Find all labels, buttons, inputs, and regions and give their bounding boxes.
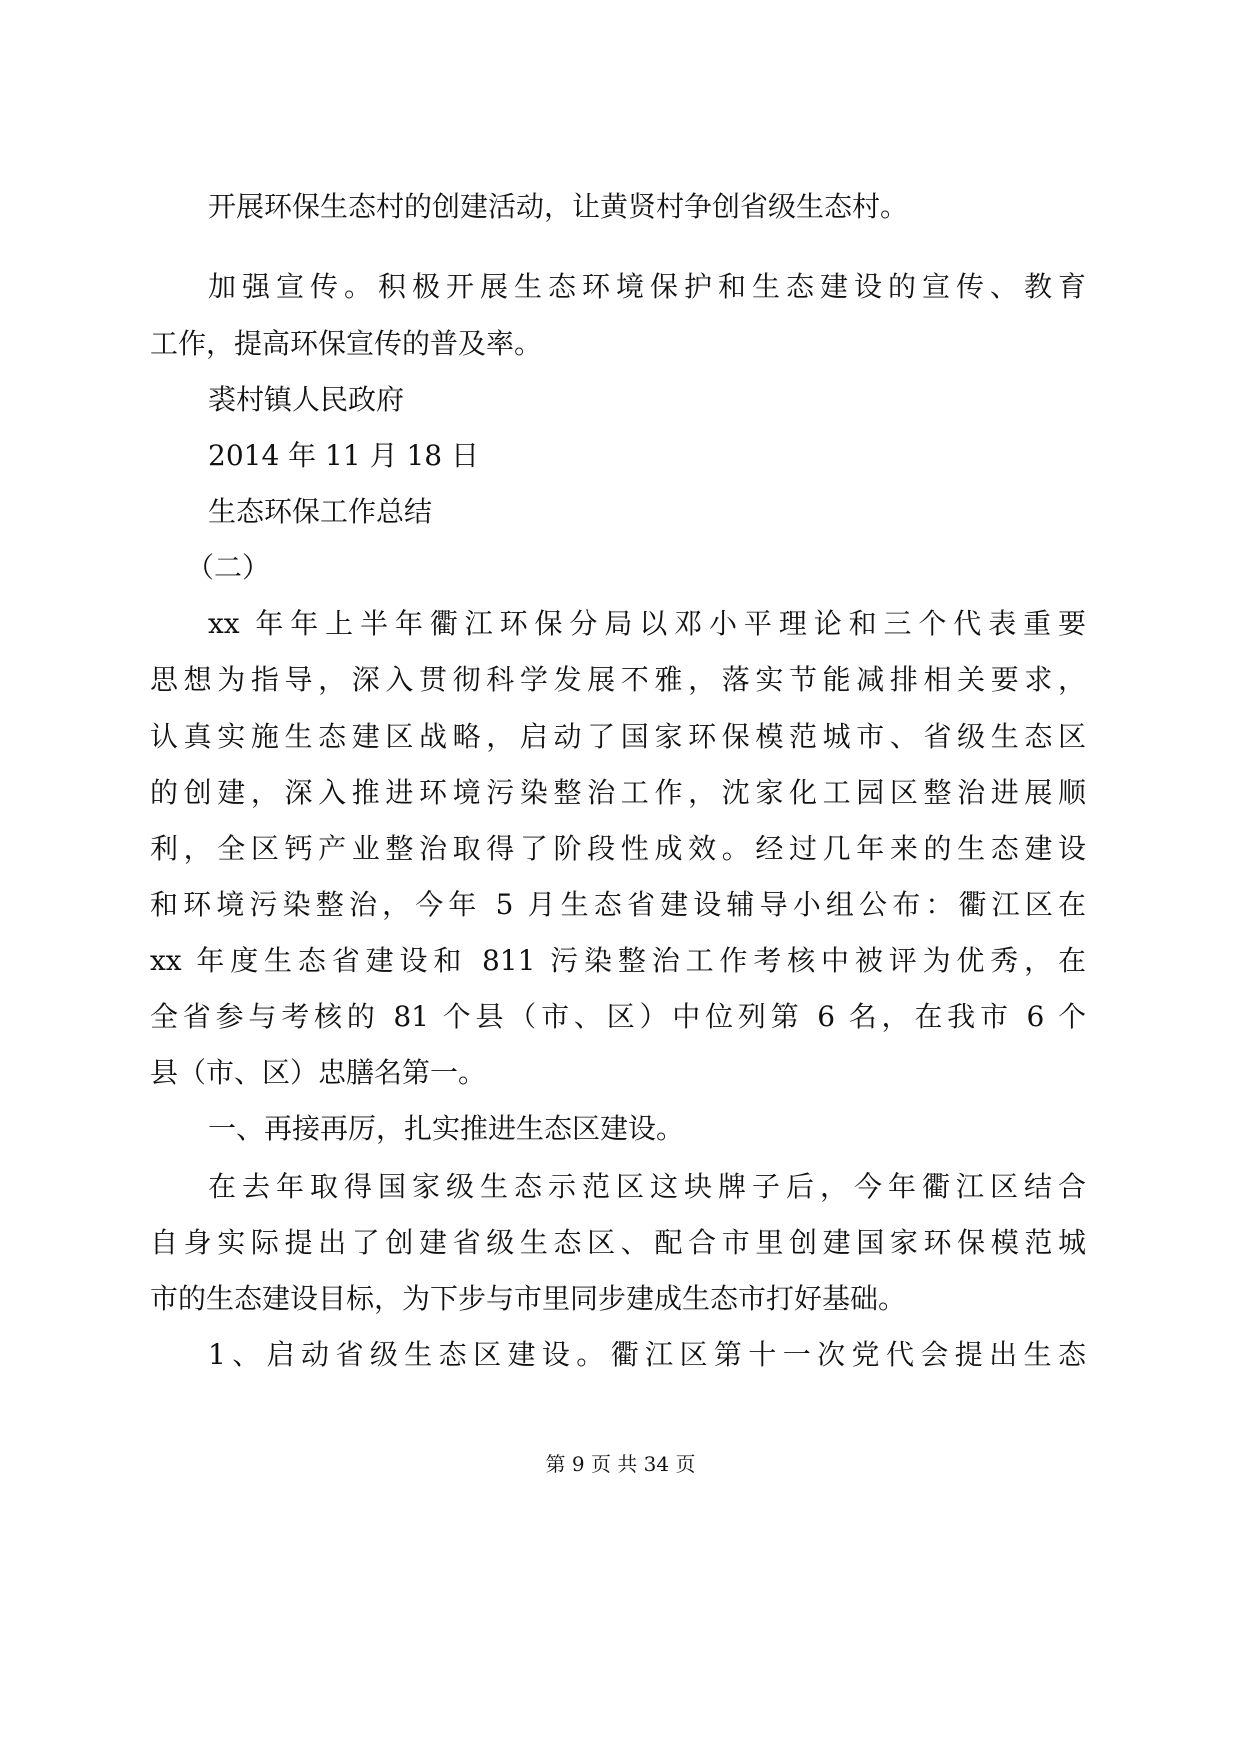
text-line: 加强宣传。积极开展生态环境保护和生态建设的宣传、教育 xyxy=(208,270,1086,303)
text-line: 在去年取得国家级生态示范区这块牌子后，今年衢江区结合 xyxy=(208,1170,1086,1203)
text-line: xx 年度生态省建设和 811 污染整治工作考核中被评为优秀，在 xyxy=(150,944,1086,977)
text-line: 工作，提高环保宣传的普及率。 xyxy=(150,327,543,360)
text-line: 市的生态建设目标，为下步与市里同步建成生态市打好基础。 xyxy=(150,1282,907,1315)
text-line: 思想为指导，深入贯彻科学发展不雅，落实节能减排相关要求， xyxy=(150,663,1086,696)
signature-org: 裘村镇人民政府 xyxy=(208,383,405,416)
heading-line: 一、再接再厉，扎实推进生态区建设。 xyxy=(208,1112,685,1145)
text-line: 1、启动省级生态区建设。衢江区第十一次党代会提出生态 xyxy=(208,1338,1086,1371)
text-line: 自身实际提出了创建省级生态区、配合市里创建国家环保模范城 xyxy=(150,1226,1086,1259)
text-line: 县（市、区）忠膳名第一。 xyxy=(150,1056,487,1089)
text-line: 全省参与考核的 81 个县（市、区）中位列第 6 名，在我市 6 个 xyxy=(150,1000,1086,1033)
text-line: 开展环保生态村的创建活动，让黄贤村争创省级生态村。 xyxy=(208,190,909,223)
section-subtitle: （二） xyxy=(186,551,271,584)
text-line: 利，全区钙产业整治取得了阶段性成效。经过几年来的生态建设 xyxy=(150,832,1086,865)
section-title: 生态环保工作总结 xyxy=(208,495,433,528)
page-footer: 第 9 页 共 34 页 xyxy=(545,1452,696,1476)
text-line: 的创建，深入推进环境污染整治工作，沈家化工园区整治进展顺 xyxy=(150,776,1086,809)
text-line: 认真实施生态建区战略，启动了国家环保模范城市、省级生态区 xyxy=(150,720,1086,753)
text-line: xx 年年上半年衢江环保分局以邓小平理论和三个代表重要 xyxy=(208,607,1086,640)
text-line: 和环境污染整治，今年 5 月生态省建设辅导小组公布：衢江区在 xyxy=(150,888,1086,921)
signature-date: 2014 年 11 月 18 日 xyxy=(208,439,480,472)
